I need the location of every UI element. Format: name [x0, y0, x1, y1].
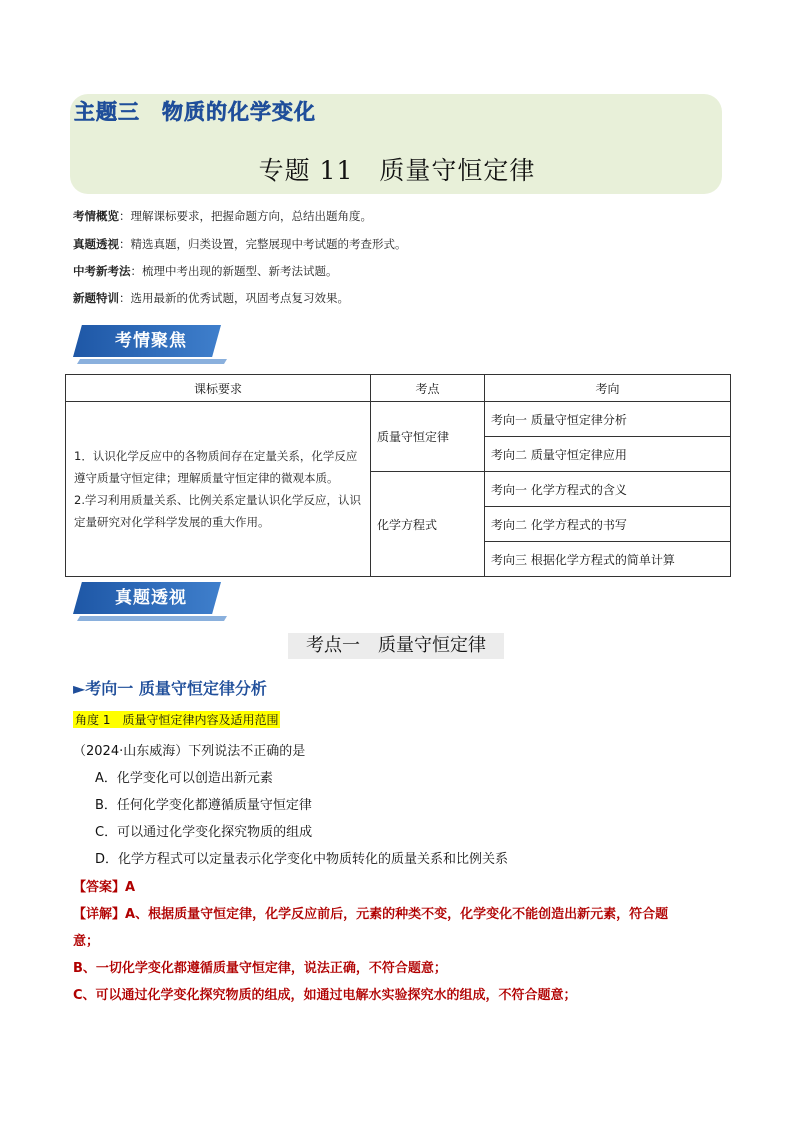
detail-line-2: 意； — [73, 934, 100, 949]
theme-title: 主题三 物质的化学变化 — [74, 100, 316, 124]
answer-line — [73, 876, 135, 895]
detail-line-1 — [73, 903, 668, 922]
header-point: 考点 — [371, 375, 485, 402]
direction-cell: 考向二 化学方程式的书写 — [485, 507, 731, 542]
answer-value: A — [125, 880, 136, 895]
requirement-cell — [66, 402, 371, 577]
banner-stripe — [77, 359, 227, 364]
intro-label: 中考新考法 — [73, 264, 131, 278]
intro-text: ：梳理中考出现的新题型、新考法试题。 — [130, 264, 338, 278]
option-d: D．化学方程式可以定量表示化学变化中物质转化的质量关系和比例关系 — [95, 852, 509, 867]
requirements-table — [65, 374, 731, 577]
intro-label: 考情概览 — [73, 209, 119, 223]
answer-label: 【答案】 — [73, 880, 126, 895]
direction-cell: 考向二 质量守恒定律应用 — [485, 437, 731, 472]
intro-text: ：理解课标要求，把握命题方向，总结出题角度。 — [119, 209, 372, 223]
direction-cell: 考向一 质量守恒定律分析 — [485, 402, 731, 437]
topic-title: 专题 11 质量守恒定律 — [258, 156, 536, 185]
intro-line-3 — [73, 263, 338, 279]
direction-cell: 考向一 化学方程式的含义 — [485, 472, 731, 507]
intro-text: ：精选真题，归类设置，完整展现中考试题的考查形式。 — [119, 237, 407, 251]
table-header-row — [66, 375, 731, 402]
option-a: A．化学变化可以创造出新元素 — [95, 771, 273, 786]
direction-title: ►考向一 质量守恒定律分析 — [73, 679, 267, 698]
header-requirement: 课标要求 — [66, 375, 371, 402]
intro-line-4 — [73, 290, 349, 306]
detail-label: 【详解】 — [73, 907, 126, 922]
option-b: B．任何化学变化都遵循质量守恒定律 — [95, 798, 312, 813]
banner-stripe — [77, 616, 227, 621]
intro-label: 真题透视 — [73, 237, 119, 251]
requirement-paragraph-1: 1．认识化学反应中的各物质间存在定量关系，化学反应遵守质量守恒定律；理解质量守恒定律的微观本质。 — [74, 449, 358, 485]
direction-cell: 考向三 根据化学方程式的简单计算 — [485, 542, 731, 577]
exam-banner — [73, 582, 229, 622]
focus-banner — [73, 325, 229, 365]
angle-label: 角度 1 质量守恒定律内容及适用范围 — [75, 713, 279, 727]
intro-label: 新题特训 — [73, 291, 119, 305]
option-c: C．可以通过化学变化探究物质的组成 — [95, 825, 313, 840]
banner-label: 真题透视 — [115, 588, 187, 608]
intro-line-2 — [73, 236, 407, 252]
point-cell: 化学方程式 — [371, 472, 485, 577]
point-cell: 质量守恒定律 — [371, 402, 485, 472]
detail-line-b: B、一切化学变化都遵循质量守恒定律，说法正确，不符合题意； — [73, 961, 447, 976]
requirement-paragraph-2: 2.学习利用质量关系、比例关系定量认识化学反应，认识定量研究对化学科学发展的重大作用。 — [74, 493, 361, 529]
detail-line-c: C、可以通过化学变化探究物质的组成，如通过电解水实验探究水的组成，不符合题意； — [73, 988, 577, 1003]
detail-text-a: A、根据质量守恒定律，化学反应前后，元素的种类不变，化学变化不能创造出新元素，符合题 — [125, 907, 669, 922]
banner-label: 考情聚焦 — [115, 331, 187, 351]
kaodian-title: 考点一 质量守恒定律 — [288, 633, 504, 659]
intro-text: ：选用最新的优秀试题，巩固考点复习效果。 — [119, 291, 349, 305]
header-direction: 考向 — [485, 375, 731, 402]
question-stem: （2024·山东威海）下列说法不正确的是 — [73, 744, 306, 759]
table-row — [66, 402, 731, 437]
intro-line-1 — [73, 208, 372, 224]
